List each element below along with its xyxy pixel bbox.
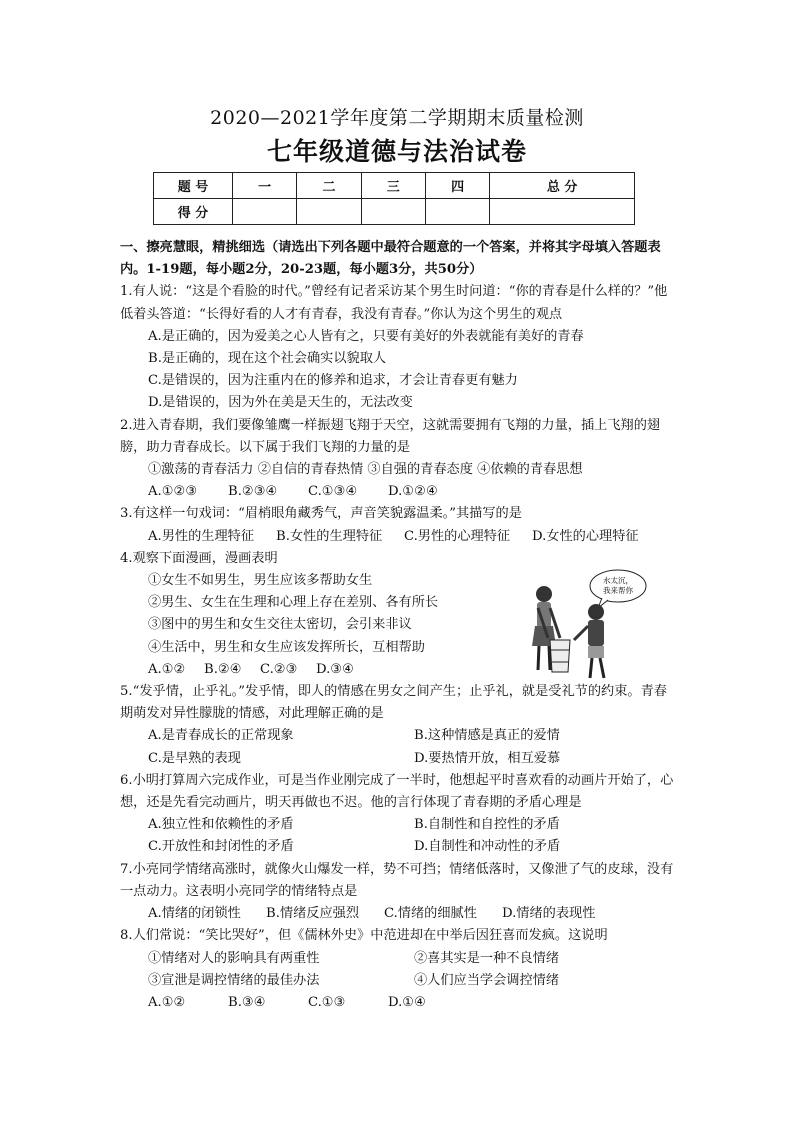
question-1-option-d: D.是错误的，因为外在美是天生的，无法改变: [148, 395, 413, 411]
question-8-items-row-2: [120, 970, 680, 992]
question-2-items: ①激荡的青春活力 ②自信的青春热情 ③自强的青春态度 ④依赖的青春思想: [148, 462, 583, 478]
question-5-options-row-2: [120, 748, 680, 770]
question-6-option-b: B.自制性和自控性的矛盾: [414, 817, 560, 833]
question-3-stem: 3.有这样一句戏词：“眉梢眼角藏秀气，声音笑貌露温柔。”其描写的是: [120, 506, 522, 522]
score-cell: 题 号: [154, 173, 233, 199]
question-7-option-b: B.情绪反应强烈: [266, 906, 360, 922]
question-5-option-b: B.这种情感是真正的爱情: [414, 728, 560, 744]
question-3-option-d: D.女性的心理特征: [532, 528, 639, 544]
score-cell: 一: [233, 173, 297, 199]
question-4-item-3: ③图中的男生和女生交往太密切，会引来非议: [148, 617, 412, 633]
boy-figure: [574, 604, 604, 678]
question-8-item-4: ④人们应当学会调控情绪: [414, 972, 560, 988]
question-5-option-a: A.是青春成长的正常现象: [148, 728, 294, 744]
score-cell: 总 分: [490, 173, 635, 199]
question-4-stem: 4.观察下面漫画，漫画表明: [120, 550, 278, 566]
score-table-header-row: [154, 173, 635, 199]
question-2-options: [120, 481, 680, 503]
question-8-option-b: B.③④: [228, 994, 266, 1010]
question-3-options: [120, 526, 680, 548]
question-7-options: [120, 903, 680, 925]
question-1-option-b: B.是正确的，现在这个社会确实以貌取人: [148, 351, 387, 367]
question-8-item-2: ②喜其实是一种不良情绪: [414, 950, 560, 966]
question-3-option-a: A.男性的生理特征: [148, 528, 255, 544]
question-2-option-b: B.②③④: [228, 484, 278, 500]
question-1-option-c: C.是错误的，因为注重内在的修养和追求，才会让青春更有魅力: [148, 373, 518, 389]
question-8-option-c: C.①③: [308, 994, 346, 1010]
score-cell: 二: [297, 173, 361, 199]
score-input-cell: [490, 199, 635, 225]
question-8-option-d: D.①④: [388, 994, 426, 1010]
question-2-option-a: A.①②③: [148, 484, 198, 500]
score-input-cell: [297, 199, 361, 225]
question-3-option-b: B.女性的生理特征: [276, 528, 383, 544]
question-7-option-a: A.情绪的闭锁性: [148, 906, 241, 922]
score-cell: 三: [361, 173, 425, 199]
score-input-cell: [233, 199, 297, 225]
score-cell: 四: [425, 173, 489, 199]
question-6-option-c: C.开放性和封闭性的矛盾: [148, 839, 294, 855]
question-2-option-c: C.①③④: [308, 484, 358, 500]
question-1-stem: 1.有人说：“这是个看脸的时代。”曾经有记者采访某个男生时问道：“你的青春是什么样的？”他低着头答道：“长得好看的人才有青春，我没有青春。”你认为这个男生的观点: [120, 284, 668, 322]
question-body: [120, 237, 680, 1014]
question-5-option-d: D.要热情开放，相互爱慕: [414, 750, 561, 766]
question-6-options-row-2: [120, 836, 680, 858]
question-8-stem: 8.人们常说：“笑比哭好”，但《儒林外史》中范进却在中举后因狂喜而发疯。这说明: [120, 928, 608, 944]
speech-bubble-text-1: 水太沉，: [603, 575, 633, 585]
speech-bubble-text-2: 我来帮你: [603, 585, 633, 595]
question-4-item-2: ②男生、女生在生理和心理上存在差别、各有所长: [148, 595, 439, 611]
question-7-option-c: C.情绪的细腻性: [384, 906, 477, 922]
question-6-stem: 6.小明打算周六完成作业，可是当作业刚完成了一半时，他想起平时喜欢看的动画片开始了，心想，还是先看完动画片，明天再做也不迟。他的言行体现了青春期的矛盾心理是: [120, 772, 674, 811]
question-2-option-d: D.①②④: [388, 484, 438, 500]
question-8-items-row-1: [120, 948, 680, 970]
score-cell: 得 分: [154, 199, 233, 225]
cartoon-illustration: [518, 568, 648, 684]
question-4-item-1: ①女生不如男生，男生应该多帮助女生: [148, 573, 373, 589]
question-5-stem: 5.“发乎情，止乎礼。”发乎情，即人的情感在男女之间产生；止乎礼，就是受礼节的约束。青春期萌发对异性朦胧的情感，对此理解正确的是: [120, 684, 667, 722]
score-table: [153, 172, 635, 225]
question-5-option-c: C.是早熟的表现: [148, 750, 241, 766]
question-4-option-c: C.②③: [260, 661, 298, 677]
bucket: [550, 640, 570, 672]
section-heading: 一、擦亮慧眼，精挑细选（请选出下列各题中最符合题意的一个答案，并将其字母填入答题表内。1-19题，每小题2分，20-23题，每小题3分，共50分）: [120, 240, 661, 278]
question-6-option-a: A.独立性和依赖性的矛盾: [148, 817, 294, 833]
score-input-cell: [361, 199, 425, 225]
question-2-stem: 2.进入青春期，我们要像雏鹰一样振翅飞翔于天空，这就需要拥有飞翔的力量，插上飞翔的翅膀，助力青春成长。以下属于我们飞翔的力量的是: [120, 417, 661, 455]
exam-subject-title: 七年级道德与法治试卷: [266, 137, 527, 166]
question-4-option-a: A.①②: [148, 661, 186, 677]
question-4-item-4: ④生活中，男生和女生应该发挥所长，互相帮助: [148, 639, 425, 655]
question-4-block: [120, 548, 680, 681]
question-8-option-a: A.①②: [148, 994, 186, 1010]
question-4-option-d: D.③④: [316, 661, 354, 677]
question-7-option-d: D.情绪的表现性: [502, 906, 596, 922]
question-8-options: [120, 992, 680, 1014]
question-8-item-1: ①情绪对人的影响具有两重性: [148, 950, 320, 966]
score-table-score-row: [154, 199, 635, 225]
question-5-options-row-1: [120, 725, 680, 747]
question-4-option-b: B.②④: [204, 661, 242, 677]
question-6-options-row-1: [120, 814, 680, 836]
question-7-stem: 7.小亮同学情绪高涨时，就像火山爆发一样，势不可挡；情绪低落时，又像泄了气的皮球，没有一点动力。这表明小亮同学的情绪特点是: [120, 861, 674, 899]
question-8-item-3: ③宣泄是调控情绪的最佳办法: [148, 972, 320, 988]
question-3-option-c: C.男性的心理特征: [404, 528, 511, 544]
question-6-option-d: D.自制性和冲动性的矛盾: [414, 839, 561, 855]
question-1-option-a: A.是正确的，因为爱美之心人皆有之，只要有美好的外表就能有美好的青春: [148, 328, 584, 344]
exam-term-title: 2020—2021学年度第二学期期末质量检测: [210, 107, 584, 129]
score-input-cell: [425, 199, 489, 225]
